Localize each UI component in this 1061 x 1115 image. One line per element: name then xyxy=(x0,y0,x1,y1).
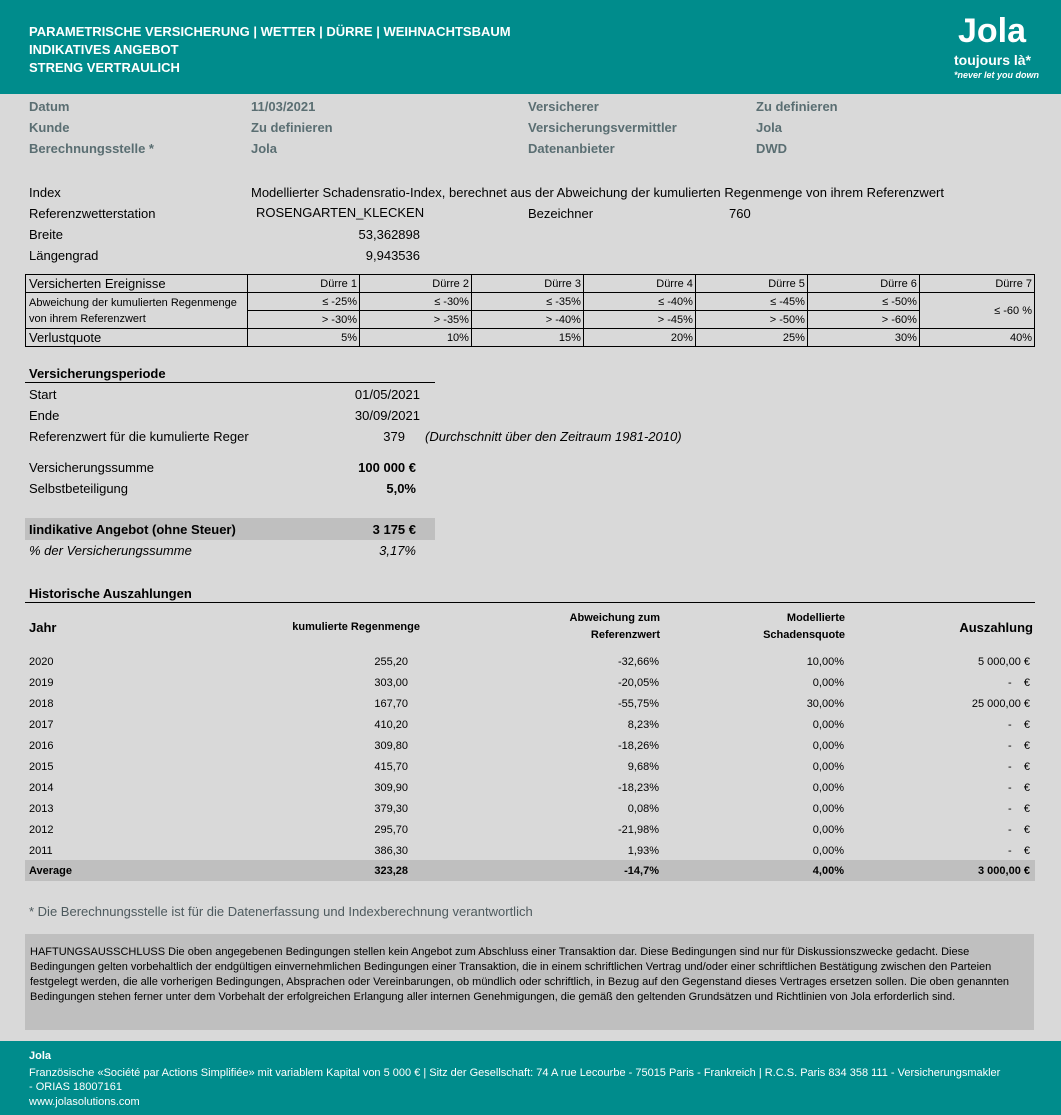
cell-dev: -32,66% xyxy=(618,656,659,668)
cell-dev: 8,23% xyxy=(627,719,659,731)
verlust-value: 40% xyxy=(919,329,1034,347)
cell-loss: 0,00% xyxy=(812,719,844,731)
cell-year: 2018 xyxy=(29,698,54,710)
col-schaden-2: Schadensquote xyxy=(763,629,845,641)
history-divider xyxy=(25,602,1035,603)
bezeichner-value: 760 xyxy=(729,206,751,221)
datenanbieter-label: Datenanbieter xyxy=(528,141,615,156)
table-row xyxy=(25,695,1035,716)
bezeichner-label: Bezeichner xyxy=(528,206,594,221)
cell-rain: 309,90 xyxy=(374,782,408,794)
cell-year: 2012 xyxy=(29,824,54,836)
col-jahr: Jahr xyxy=(29,620,57,635)
events-table xyxy=(25,274,1035,347)
breite-label: Breite xyxy=(29,227,63,242)
station-label: Referenzwetterstation xyxy=(29,206,156,221)
cell-year: 2013 xyxy=(29,803,54,815)
page-header xyxy=(0,0,1061,94)
datum-label: Datum xyxy=(29,99,70,114)
table-row xyxy=(25,779,1035,800)
kunde-label: Kunde xyxy=(29,120,70,135)
berechnungsstelle-note: * Die Berechnungsstelle ist für die Datenerfassung und Indexberechnung verantwortlich xyxy=(29,904,533,919)
referenz-value: 379 xyxy=(383,429,405,444)
cell-rain: 309,80 xyxy=(374,740,408,752)
cell-year: 2014 xyxy=(29,782,54,794)
index-value: Modellierter Schadensratio-Index, berechnet aus der Abweichung der kumulierten Regenmenge von ihrem Referenzwert xyxy=(251,185,944,200)
col-regenmenge: kumulierte Regenmenge xyxy=(292,621,420,633)
verlust-value: 25% xyxy=(695,329,807,347)
cell-pay: 5 000,00 € xyxy=(978,656,1030,668)
cell-rain: 415,70 xyxy=(374,761,408,773)
prozent-value: 3,17% xyxy=(379,543,416,558)
average-rain: 323,28 xyxy=(374,865,408,877)
table-row xyxy=(25,653,1035,674)
period-title: Versicherungsperiode xyxy=(29,366,166,381)
cell-loss: 0,00% xyxy=(812,782,844,794)
footer-website[interactable]: www.jolasolutions.com xyxy=(29,1096,140,1108)
cell-pay: - € xyxy=(1007,803,1030,815)
verlust-value: 15% xyxy=(471,329,583,347)
kunde-value: Zu definieren xyxy=(251,120,333,135)
prozent-label: % der Versicherungssumme xyxy=(29,543,192,558)
cell-year: 2011 xyxy=(29,845,53,857)
summe-label: Versicherungssumme xyxy=(29,460,154,475)
footer-legal-1: Französische «Société par Actions Simplifiée» mit variablem Kapital von 5 000 € | Sitz der Gesellschaft: 74 A rue Lecourbe - 75015 Paris - Frankreich | R.C.S. Paris 834 358 111 - Versicherungsmakler xyxy=(29,1067,1001,1079)
cell-rain: 386,30 xyxy=(374,845,408,857)
cell-dev: 9,68% xyxy=(627,761,659,773)
logo-tagline: *never let you down xyxy=(954,70,1040,80)
cell-dev: 0,08% xyxy=(627,803,659,815)
event-col: Dürre 5 xyxy=(695,275,807,293)
ende-label: Ende xyxy=(29,408,60,423)
col-schaden-1: Modellierte xyxy=(786,612,845,624)
logo-slogan: toujours là* xyxy=(954,52,1032,68)
selbst-value: 5,0% xyxy=(386,481,416,496)
event-col: Dürre 1 xyxy=(248,275,360,293)
cell-loss: 0,00% xyxy=(812,845,844,857)
average-pay: 3 000,00 € xyxy=(978,865,1030,877)
cell-dev: 1,93% xyxy=(627,845,659,857)
ende-value: 30/09/2021 xyxy=(354,408,420,423)
header-subtitle: INDIKATIVES ANGEBOT xyxy=(29,42,179,57)
footer-legal-2: - ORIAS 18007161 xyxy=(29,1081,122,1093)
event-col: Dürre 2 xyxy=(359,275,471,293)
cell-pay: - € xyxy=(1007,824,1030,836)
event-col: Dürre 3 xyxy=(471,275,583,293)
referenz-label: Referenzwert für die kumulierte Reger xyxy=(29,429,249,444)
cell-rain: 379,30 xyxy=(374,803,408,815)
event-col: Dürre 6 xyxy=(807,275,919,293)
cell-pay: - € xyxy=(1007,677,1030,689)
disclaimer-text: HAFTUNGSAUSSCHLUSS Die oben angegebenen Bedingungen stellen kein Angebot zum Abschluss einer Transaktion dar. Diese Bedingungen sind nur für Diskussionszwecke gedacht. Diese Bedingungen gelten vorbehaltlich der endgültigen einvernehmlichen Bedingungen einer Transaktion, die in einem schriftlichen Vertrag und/oder einer schriftlichen Bestätigung zwischen den Parteien festgelegt werden, die alle vorherigen Bedingungen, Absprachen oder Vereinbarungen, ob mündlich oder schriftlich, in Bezug auf den Gegenstand dieses Vertrages ersetzen sollen. Die oben genannten Bedingungen stehen ferner unter dem Vorbehalt der erfolgreichen Erlangung aller internen Genehmigungen, die gemäß den geltenden Grundsätzen und Richtlinien von Jola erforderlich sind. xyxy=(25,934,1034,1030)
cell-pay: 25 000,00 € xyxy=(971,698,1030,710)
cell-rain: 410,20 xyxy=(374,719,408,731)
breite-value: 53,362898 xyxy=(358,227,420,242)
selbst-label: Selbstbeteiligung xyxy=(29,481,129,496)
table-row xyxy=(25,716,1035,737)
cell-loss: 0,00% xyxy=(812,740,844,752)
cell-dev: -18,23% xyxy=(618,782,659,794)
referenz-note: (Durchschnitt über den Zeitraum 1981-2010) xyxy=(425,429,682,444)
abweichung-label: Abweichung der kumulierten Regenmenge von ihrem Referenzwert xyxy=(26,293,248,329)
footer-company: Jola xyxy=(29,1050,52,1062)
cell-pay: - € xyxy=(1007,782,1030,794)
vermittler-value: Jola xyxy=(756,120,783,135)
threshold-upper: ≤ -35% xyxy=(471,293,583,311)
laenge-label: Längengrad xyxy=(29,248,99,263)
cell-loss: 0,00% xyxy=(812,677,844,689)
versicherer-value: Zu definieren xyxy=(756,99,838,114)
cell-loss: 0,00% xyxy=(812,761,844,773)
average-label: Average xyxy=(29,865,73,877)
cell-pay: - € xyxy=(1007,761,1030,773)
table-row xyxy=(25,821,1035,842)
history-title: Historische Auszahlungen xyxy=(29,586,192,601)
index-label: Index xyxy=(29,185,61,200)
cell-dev: -55,75% xyxy=(618,698,659,710)
cell-pay: - € xyxy=(1007,845,1030,857)
table-row xyxy=(25,800,1035,821)
cell-loss: 30,00% xyxy=(806,698,844,710)
datum-value: 11/03/2021 xyxy=(251,99,316,114)
summe-value: 100 000 € xyxy=(358,460,416,475)
cell-year: 2017 xyxy=(29,719,54,731)
jola-logo: Jola xyxy=(958,12,1027,50)
threshold-lower: > -60% xyxy=(807,311,919,329)
laenge-value: 9,943536 xyxy=(365,248,420,263)
cell-rain: 167,70 xyxy=(374,698,408,710)
cell-loss: 0,00% xyxy=(812,803,844,815)
threshold-upper: ≤ -30% xyxy=(359,293,471,311)
angebot-label: Iindikative Angebot (ohne Steuer) xyxy=(29,522,236,537)
verlust-value: 5% xyxy=(248,329,360,347)
cell-year: 2019 xyxy=(29,677,54,689)
verlust-value: 20% xyxy=(583,329,695,347)
event-col: Dürre 7 xyxy=(919,275,1034,293)
period-divider xyxy=(25,382,435,383)
threshold-upper: ≤ -25% xyxy=(248,293,360,311)
threshold-lower: > -50% xyxy=(695,311,807,329)
verlust-value: 30% xyxy=(807,329,919,347)
average-loss: 4,00% xyxy=(812,865,844,877)
average-dev: -14,7% xyxy=(624,865,659,877)
threshold-last: ≤ -60 % xyxy=(919,293,1034,329)
table-row xyxy=(25,758,1035,779)
berechnung-label: Berechnungsstelle * xyxy=(29,141,154,156)
vermittler-label: Versicherungsvermittler xyxy=(528,120,677,135)
table-row xyxy=(25,737,1035,758)
cell-pay: - € xyxy=(1007,719,1030,731)
cell-rain: 255,20 xyxy=(374,656,408,668)
start-value: 01/05/2021 xyxy=(354,387,420,402)
col-abweichung-2: Referenzwert xyxy=(590,629,660,641)
page-footer xyxy=(0,1041,1061,1115)
threshold-lower: > -40% xyxy=(471,311,583,329)
header-title: PARAMETRISCHE VERSICHERUNG | WETTER | DÜRRE | WEIHNACHTSBAUM xyxy=(29,24,511,39)
cell-dev: -21,98% xyxy=(618,824,659,836)
threshold-upper: ≤ -45% xyxy=(695,293,807,311)
col-auszahlung: Auszahlung xyxy=(959,620,1033,635)
header-confidential: STRENG VERTRAULICH xyxy=(29,60,180,75)
event-col: Dürre 4 xyxy=(583,275,695,293)
cell-year: 2015 xyxy=(29,761,54,773)
station-value: ROSENGARTEN_KLECKEN xyxy=(256,205,425,220)
threshold-lower: > -45% xyxy=(583,311,695,329)
berechnung-value: Jola xyxy=(251,141,278,156)
cell-rain: 295,70 xyxy=(374,824,408,836)
table-row xyxy=(25,674,1035,695)
start-label: Start xyxy=(29,387,57,402)
cell-loss: 10,00% xyxy=(806,656,844,668)
cell-dev: -18,26% xyxy=(618,740,659,752)
cell-year: 2016 xyxy=(29,740,54,752)
verlust-label: Verlustquote xyxy=(26,329,248,347)
threshold-lower: > -30% xyxy=(248,311,360,329)
cell-loss: 0,00% xyxy=(812,824,844,836)
cell-pay: - € xyxy=(1007,740,1030,752)
threshold-lower: > -35% xyxy=(359,311,471,329)
threshold-upper: ≤ -50% xyxy=(807,293,919,311)
angebot-value: 3 175 € xyxy=(372,522,416,537)
datenanbieter-value: DWD xyxy=(756,141,788,156)
cell-rain: 303,00 xyxy=(374,677,408,689)
cell-dev: -20,05% xyxy=(618,677,659,689)
verlust-value: 10% xyxy=(359,329,471,347)
events-header-label: Versicherten Ereignisse xyxy=(26,275,248,293)
cell-year: 2020 xyxy=(29,656,54,668)
versicherer-label: Versicherer xyxy=(528,99,599,114)
threshold-upper: ≤ -40% xyxy=(583,293,695,311)
col-abweichung-1: Abweichung zum xyxy=(569,612,660,624)
